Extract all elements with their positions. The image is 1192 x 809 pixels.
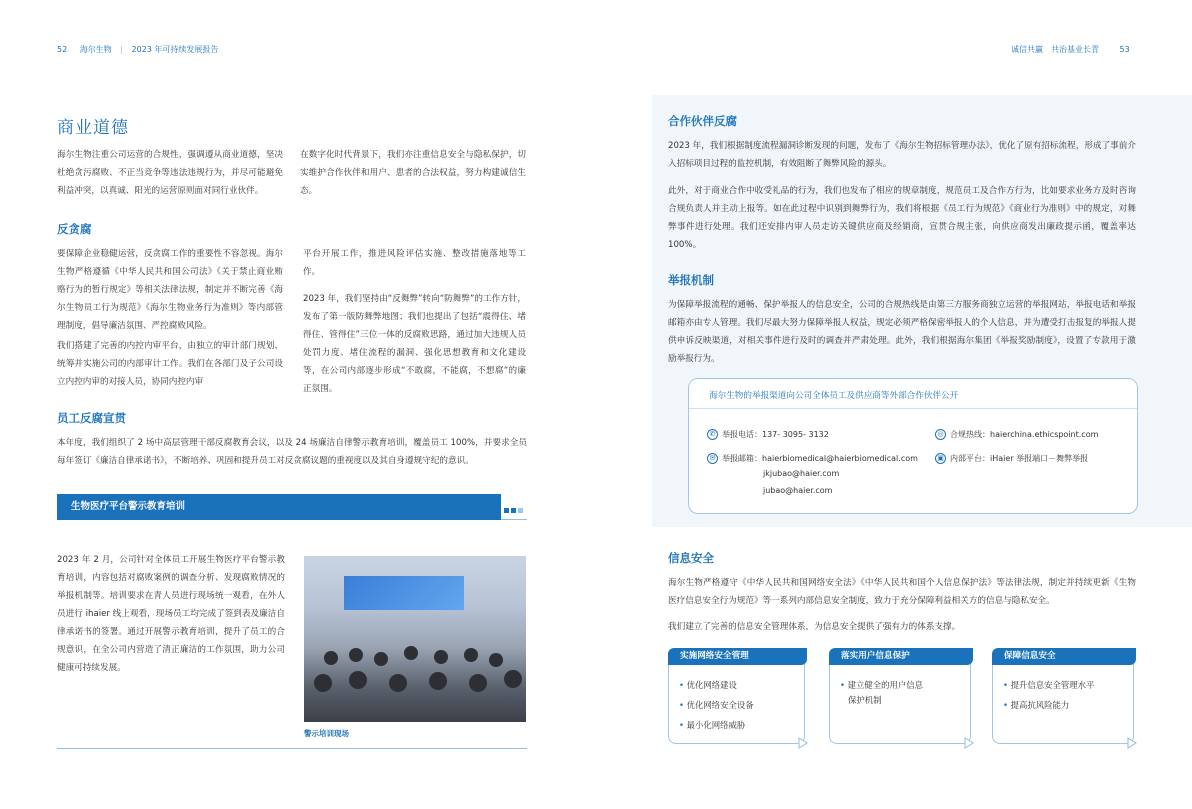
globe-icon: ◎: [935, 429, 946, 440]
email-icon: ✉: [707, 453, 718, 464]
hotline-url[interactable]: haierchina.ethicspoint.com: [990, 430, 1099, 439]
arrow-icon: [1126, 737, 1138, 749]
phone-icon: ✆: [707, 429, 718, 440]
report-title: 2023 年可持续发展报告: [131, 45, 219, 54]
email-label: 举报邮箱：: [722, 454, 762, 463]
training-banner: 生物医疗平台警示教育培训: [57, 494, 501, 520]
arrow-icon: [963, 737, 975, 749]
infosec-p2: 我们建立了完善的信息安全管理体系，为信息安全提供了强有力的体系支撑。: [668, 622, 961, 632]
card-item: • 提升信息安全管理水平: [1003, 675, 1094, 695]
anti-corruption-col2-p1: 平台开展工作，推进风险评估实施、整改措施落地等工作。: [303, 249, 526, 277]
right-running-header: [1011, 44, 1130, 55]
infosec-title: 信息安全: [668, 551, 714, 565]
infosec-card-assurance: [992, 648, 1134, 744]
photo-caption: 警示培训现场: [304, 729, 349, 738]
card-item: • 最小化网络威胁: [679, 715, 754, 735]
promotion-title: 员工反腐宣贯: [57, 411, 126, 425]
email-address[interactable]: haierbiomedical@haierbiomedical.com: [762, 454, 918, 463]
left-running-header: 52 海尔生物 | 2023 年可持续发展报告: [57, 45, 219, 54]
whistle-text: 为保障举报流程的通畅、保护举报人的信息安全，公司的合规热线是由第三方服务商独立运营的举报网站，举报电话和举报邮箱亦由专人管理。我们尽最大努力保障举报人权益，规定必须严格保密举报人的个人信息，并为遭受打击报复的举报人提供申诉反映渠道，对相关事件进行及时的调查并严肃处理。此外，我们根据海尔集团《举报奖励制度》，设置了专款用于激励举报行为。: [668, 300, 1136, 364]
page-number-right: 53: [1119, 45, 1130, 54]
projector-screen: [344, 576, 464, 610]
card-item-continued: 保护机制: [848, 695, 882, 705]
platform-name: iHaier 举报端口－舞弊举报: [990, 454, 1089, 463]
phone-number[interactable]: 137- 3095- 3132: [762, 430, 829, 439]
card-item: • 优化网络安全设备: [679, 695, 754, 715]
company-name: 海尔生物: [79, 45, 112, 54]
card-item: • 建立健全的用户信息: [840, 675, 923, 695]
card-item: • 优化网络建设: [679, 675, 754, 695]
hotline-label: 合规热线：: [950, 430, 990, 439]
banner-underline: [501, 519, 527, 520]
arrow-icon: [797, 737, 809, 749]
hotline-row: [935, 427, 1098, 442]
card-item: • 提高抗风险能力: [1003, 695, 1094, 715]
intro-col2: 在数字化时代背景下，我们亦注重信息安全与隐私保护，切实维护合作伙伴和用户、患者的合法权益，努力构建诚信生态。: [300, 150, 526, 196]
whistle-channel-box: [688, 378, 1138, 514]
email-row: [707, 451, 918, 466]
slogan: 诚信共赢 共治基业长青: [1011, 45, 1099, 54]
platform-label: 内部平台：: [950, 454, 990, 463]
training-photo: [304, 556, 526, 722]
whistle-box-title: 海尔生物的举报渠道向公司全体员工及供应商等外部合作伙伴公开: [689, 379, 1137, 409]
partner-title: 合作伙伴反腐: [668, 114, 737, 128]
email-address[interactable]: jkjubao@haier.com: [763, 469, 840, 478]
phone-label: 举报电话：: [722, 430, 762, 439]
infosec-p1: 海尔生物严格遵守《中华人民共和国网络安全法》《中华人民共和国个人信息保护法》等法律法规，制定并持续更新《生物医疗信息安全行为规范》等一系列内部信息安全制度，致力于充分保障利益相关方的信息与隐私安全。: [668, 578, 1136, 606]
card-title: 落实用户信息保护: [829, 648, 973, 665]
card-title: 实施网络安全管理: [668, 648, 807, 665]
platform-icon: ▣: [935, 453, 946, 464]
banner-dots-icon: [502, 498, 523, 517]
anti-corruption-col1-p2: 我们搭建了完善的内控内审平台，由独立的审计部门规划、统筹并实施公司的内部审计工作。我们在各部门及子公司设立内控内审的对接人员，协同内控内审: [57, 341, 283, 387]
page-number-left: 52: [57, 45, 68, 54]
training-text: 2023 年 2 月，公司针对全体员工开展生物医疗平台警示教育培训，内容包括对腐败案例的调查分析、发现腐败情况的举报机制等。培训要求在青人员进行现场统一观看，在外人员进行 ihaier 线上观看，现场员工均完成了签到表及廉洁自律承诺书的签署。通过开展警示教育培训，提升了员工的合规意识，在全公司内营造了清正廉洁的工作氛围，助力公司健康可持续发展。: [57, 555, 285, 673]
partner-p1: 2023 年，我们根据制度流程漏洞诊断发现的问题，发布了《海尔生物招标管理办法》，优化了原有招标流程，形成了事前介入招标项目过程的监控机制，有效阻断了舞弊风险的源头。: [668, 141, 1136, 169]
left-bottom-rule: [57, 748, 527, 749]
platform-row: [935, 451, 1088, 466]
promotion-text: 本年度，我们组织了 2 场中高层管理干部反腐教育会议，以及 24 场廉洁自律警示教育培训，覆盖员工 100%，并要求全员每年签订《廉洁自律承诺书》，不断培养、巩固和提升员工对反贪腐议题的重视度以及其自身遵规守纪的意识。: [57, 438, 527, 466]
partner-p2: 此外，对于商业合作中收受礼品的行为，我们也发布了相应的规章制度，规范员工及合作方行为，比如要求业务方及时咨询合规负责人并主动上报等。如在此过程中识别到舞弊行为，我们将根据《员工行为规范》《商业行为准则》中的规定，对舞弊事件进行处理。我们还安排内审人员走访关键供应商及经销商，宣贯合规主张，向供应商发出廉政提示函，覆盖率达 100%。: [668, 186, 1136, 250]
intro-col1: 海尔生物注重公司运营的合规性，强调遵从商业道德，坚决杜绝贪污腐败、不正当竞争等违法违规行为，并尽可能避免利益冲突，以真诚、阳光的运营原则面对同行业伙伴。: [57, 150, 283, 196]
infosec-card-network: [668, 648, 805, 744]
anti-corruption-title: 反贪腐: [57, 222, 92, 236]
whistle-title: 举报机制: [668, 273, 714, 287]
anti-corruption-col2-p2: 2023 年，我们坚持由“反舞弊”转向“防舞弊”的工作方针，发布了第一版防舞弊地图；我们也提出了包括“震得住、堵得住、管得住”三位一体的反腐败思路，通过加大违规人员处罚力度、堵住流程的漏洞、强化思想教育和文化建设等，在公司内部逐步形成“不敢腐，不能腐，不想腐”的廉正氛围。: [303, 294, 526, 394]
card-title: 保障信息安全: [992, 648, 1136, 665]
section-title: 商业道德: [57, 118, 129, 138]
email-address[interactable]: jubao@haier.com: [763, 486, 833, 495]
phone-row: [707, 427, 829, 442]
infosec-card-user: [829, 648, 971, 744]
anti-corruption-col1-p1: 要保障企业稳健运营，反贪腐工作的重要性不容忽视。海尔生物严格遵循《中华人民共和国公司法》《关于禁止商业贿赂行为的暂行规定》等相关法律法规，制定并不断完善《海尔生物员工行为规范》《海尔生物业务行为准则》等内部管理制度，倡导廉洁氛围、严控腐败风险。: [57, 249, 283, 331]
